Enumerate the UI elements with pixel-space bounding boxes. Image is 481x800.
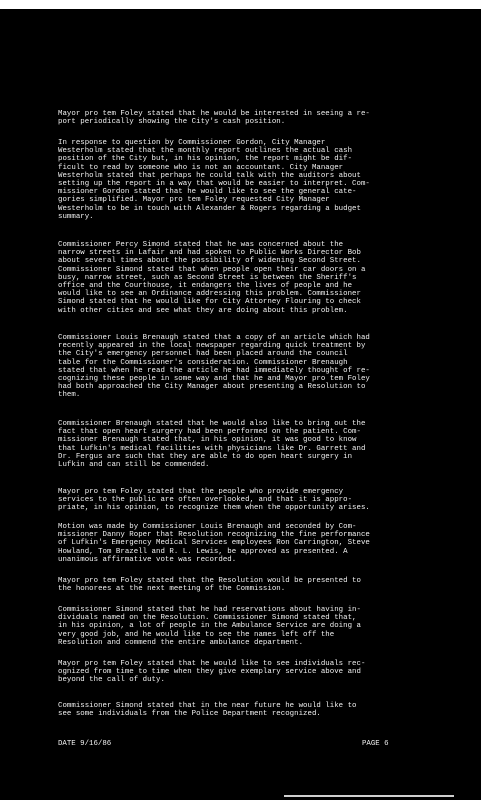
paragraph-9: Commissioner Simond stated that he had reservations about having in- dividuals named on the Resolution. Commissioner Simond stated that, in his opinion, a lot of people in the Ambulance Service are doing a very good job, and he would like to see the names left off the Resolution and commend the entire ambulance department.: [58, 606, 361, 647]
paragraph-3: Commissioner Percy Simond stated that he was concerned about the narrow streets in Lafair and had spoken to Public Works Director Bob about several times about the possibility of widening Second Street. Commissioner Simond stated that when people open their car doors on a busy, narrow street, such as Second Street is between the Sheriff's office and the Courthouse, it endangers the lives of people and he would like to see an Ordinance addressing this problem. Commissioner Simond stated that he would like for City Attorney Flouring to check with other cities and see what they are doing about this problem.: [58, 241, 366, 315]
paragraph-10: Mayor pro tem Foley stated that he would like to see individuals rec- ognized from time to time when they give exemplary service above and beyond the call of duty.: [58, 660, 366, 685]
paragraph-2: In response to question by Commissioner Gordon, City Manager Westerholm stated that the monthly report outlines the actual cash position of the City but, in his opinion, the report might be dif- ficult to read by someone who is not an accountant. City Manager Westerholm stated that perhaps he could talk with the auditors about setting up the report in a way that would be easier to interpret. Com- missioner Gordon stated that he would like to see the general cate- gories simplified. Mayor pro tem Foley requested City Manager Westerholm to be in touch with Alexander & Rogers regarding a budget summary.: [58, 139, 370, 221]
scan-bottom-mark: [284, 795, 454, 797]
footer-page-number: PAGE 6: [362, 740, 389, 748]
paragraph-1: Mayor pro tem Foley stated that he would be interested in seeing a re- port periodically showing the City's cash position.: [58, 110, 370, 127]
paragraph-11: Commissioner Simond stated that in the near future he would like to see some individuals from the Police Department recognized.: [58, 702, 357, 719]
page-footer: [58, 740, 430, 750]
paragraph-4: Commissioner Louis Brenaugh stated that a copy of an article which had recently appeared in the local newspaper regarding quick treatment by the City's emergency personnel had been placed around the council table for the Commissioner's consideration. Commissioner Brenaugh stated that when he read the article he had immediately thought of re- cognizing these people in some way and that he and Mayor pro tem Foley had both approached the City Manager about presenting a Resolution to them.: [58, 334, 370, 400]
scan-top-edge: [0, 0, 481, 9]
paragraph-5: Commissioner Brenaugh stated that he would also like to bring out the fact that open heart surgery had been performed on the patient. Com- missioner Brenaugh stated that, in his opinion, it was good to know that Lufkin's medical facilities with physicians like Dr. Garrett and Dr. Fergus are such that they are able to do open heart surgery in Lufkin and can still be commended.: [58, 420, 366, 470]
paragraph-8: Mayor pro tem Foley stated that the Resolution would be presented to the honorees at the next meeting of the Commission.: [58, 577, 361, 594]
paragraph-7: Motion was made by Commissioner Louis Brenaugh and seconded by Com- missioner Danny Roper that Resolution recognizing the fine performance of Lufkin's Emergency Medical Services employees Ron Carrington, Steve Howland, Tom Brazell and R. L. Lewis, be approved as presented. A unanimous affirmative vote was recorded.: [58, 523, 370, 564]
footer-date: DATE 9/16/86: [58, 740, 112, 748]
paragraph-6: Mayor pro tem Foley stated that the people who provide emergency services to the public are often overlooked, and that it is appro- priate, in his opinion, to recognize them when the opportunity arises.: [58, 488, 370, 513]
